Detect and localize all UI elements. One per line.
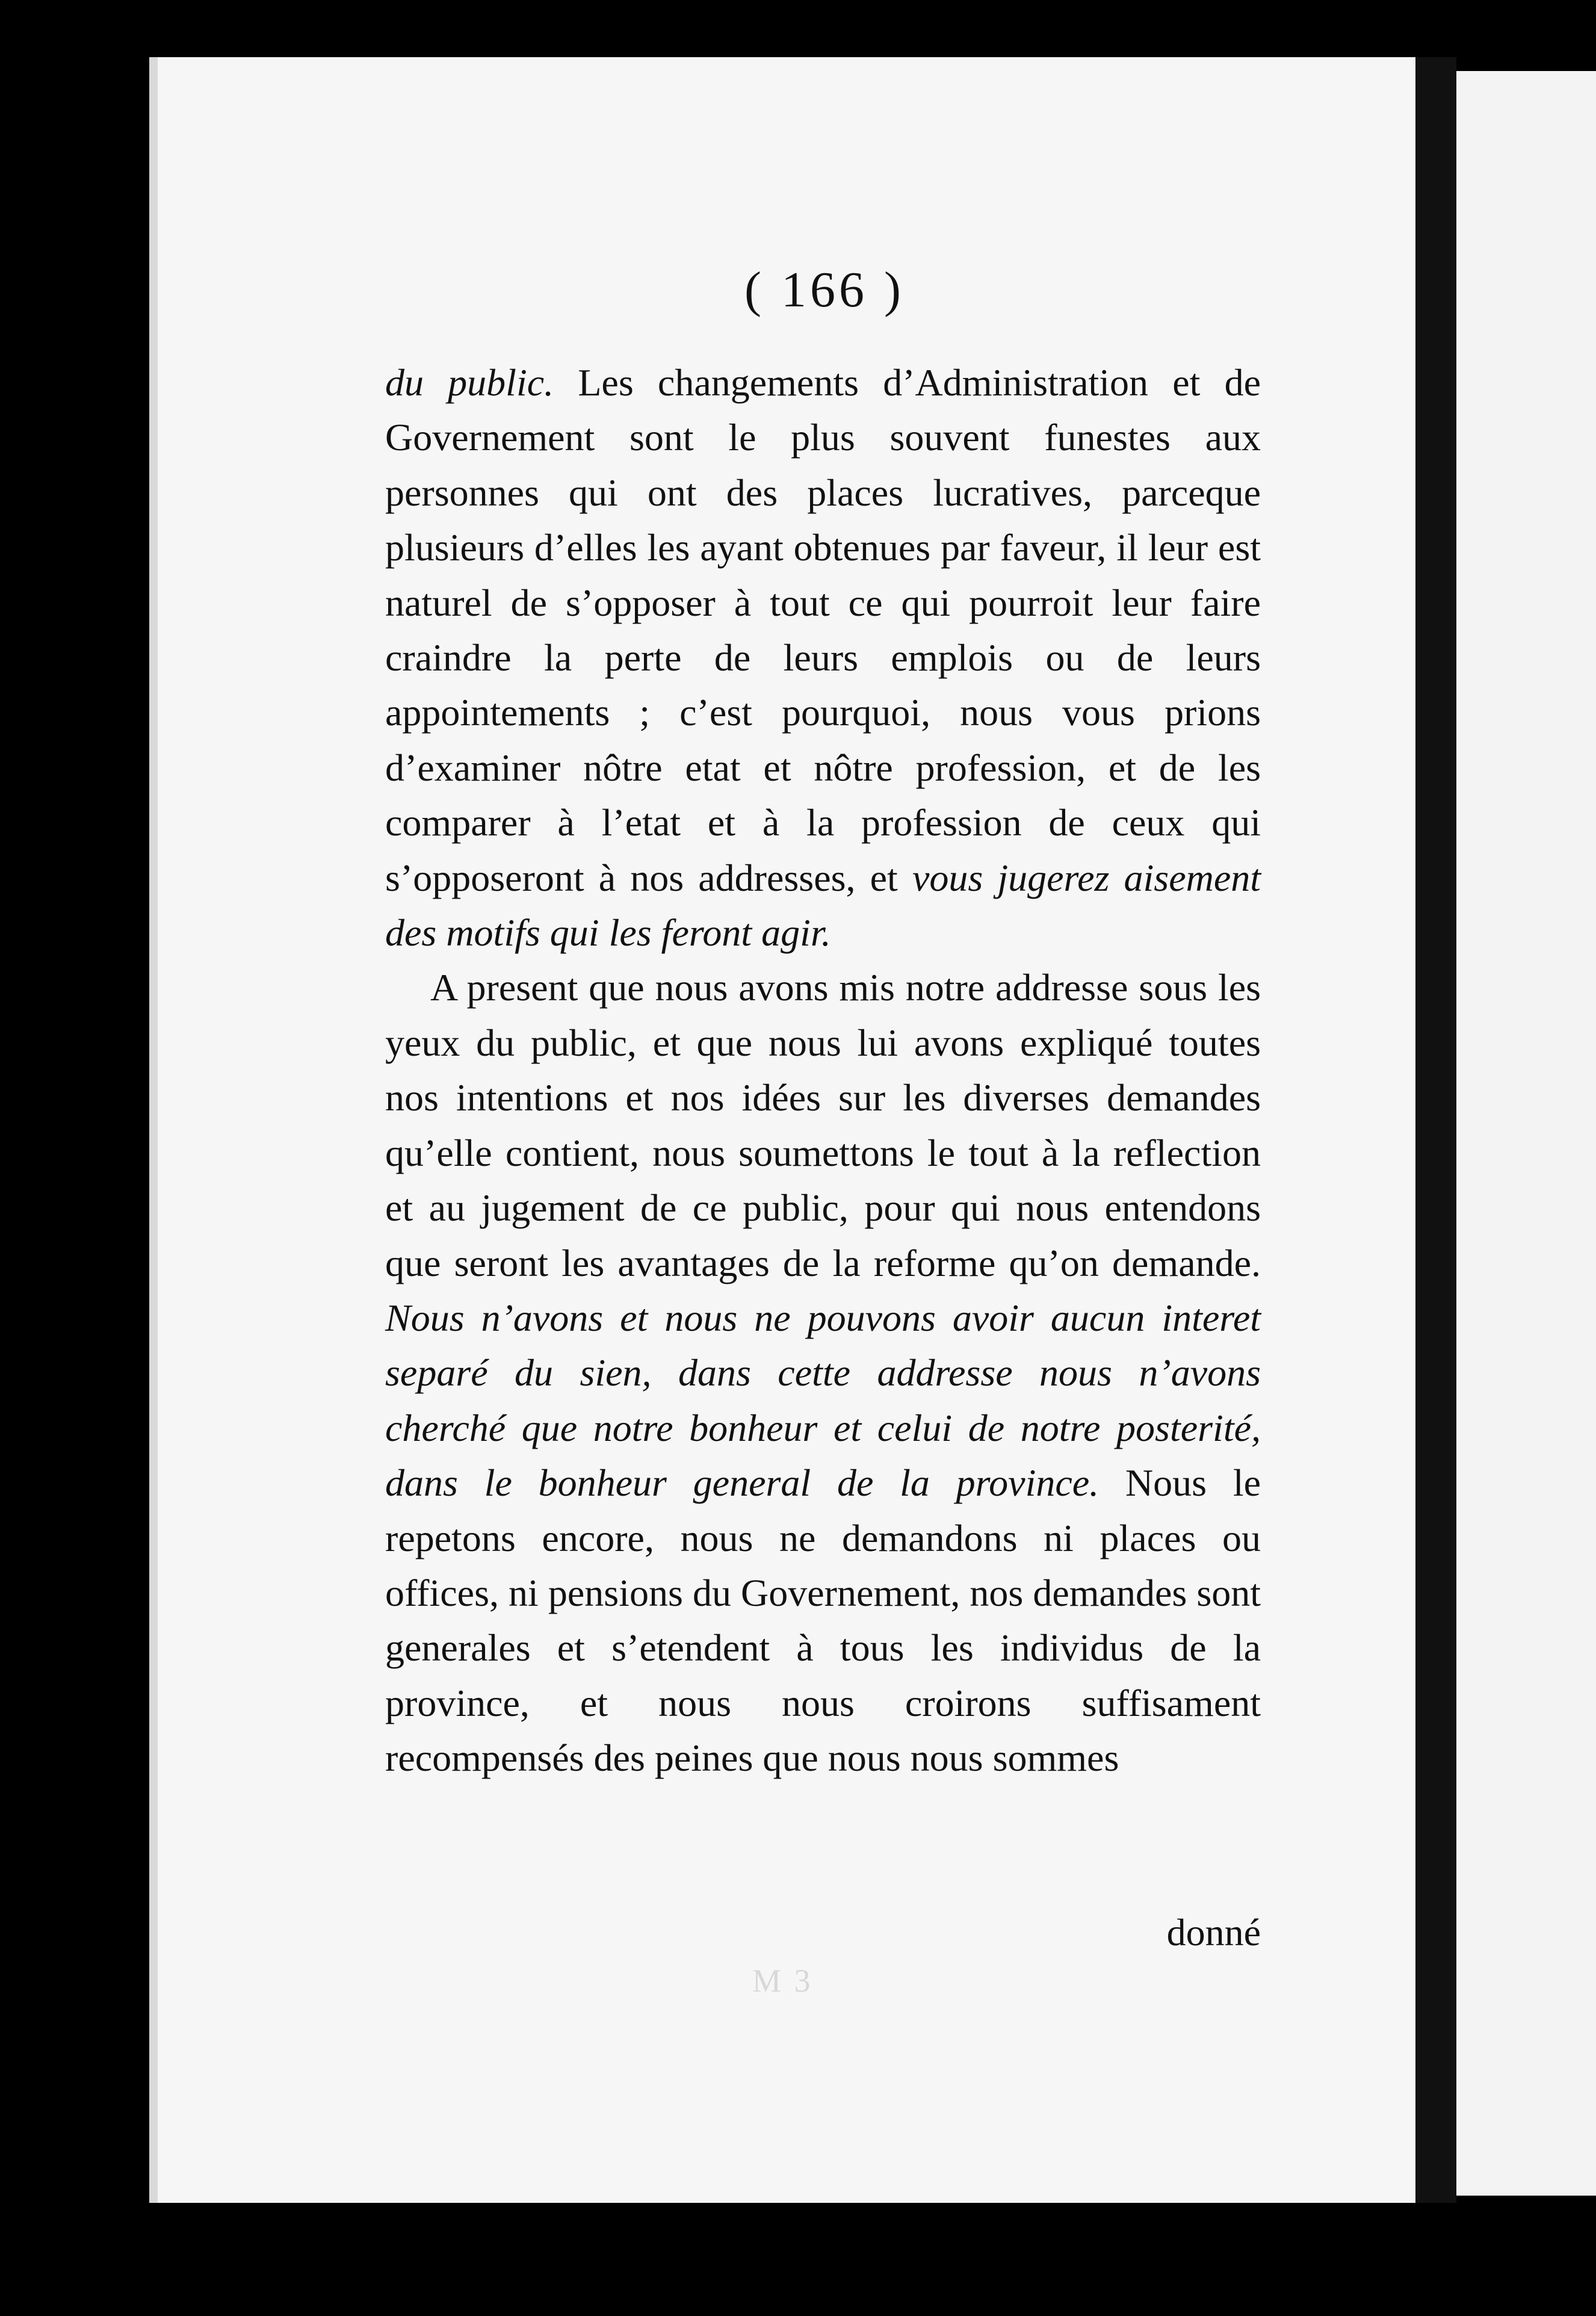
- italic-text-run: Nous n’avons et nous ne pouvons avoir aucun interet separé du sien, dans cette addresse nous n’avons cherché que notre bonheur et celui de notre posterité, dans le bonheur general de la province.: [385, 1296, 1261, 1505]
- italic-text-run: vous jugerez aisement des motifs qui les feront agir.: [385, 856, 1261, 955]
- gutter-shadow: [1415, 57, 1456, 2203]
- italic-text-run: du public.: [385, 361, 554, 404]
- page-number: ( 166 ): [744, 262, 905, 318]
- catchword: donné: [1166, 1911, 1261, 1954]
- text-run: Les changements d’Administration et de Governement sont le plus souvent funestes aux personnes qui ont des places lucratives, parceque plusieurs d’elles les ayant obtenues par faveur, il leur est naturel de s’opposer à tout ce qui pourroit leur faire craindre la perte de leurs emplois ou de leurs appointements ; c’est pourquoi, nous vous prions d’examiner nôtre etat et nôtre profession, et de les comparer à l’etat et à la profession de ceux qui s’opposeront à nos addresses, et: [385, 361, 1261, 899]
- body-text: [385, 355, 1261, 1786]
- paragraph: [385, 960, 1261, 1785]
- text-run: Nous le repetons encore, nous ne demandons ni places ou offices, ni pensions du Governement, nos demandes sont generales et s’etendent à tous les individus de la province, et nous nous croirons suffisament recompensés des peines que nous nous sommes: [385, 1461, 1261, 1780]
- text-run: A present que nous avons mis notre addresse sous les yeux du public, et que nous lui avons expliqué toutes nos intentions et nos idées sur les diverses demandes qu’elle contient, nous soumettons le tout à la reflection et au jugement de ce public, pour qui nous entendons que seront les avantages de la reforme qu’on demande.: [385, 966, 1261, 1284]
- paragraph: [385, 355, 1261, 960]
- bleed-through-mark: M 3: [752, 1963, 813, 1999]
- facing-page-edge: [1456, 71, 1596, 2196]
